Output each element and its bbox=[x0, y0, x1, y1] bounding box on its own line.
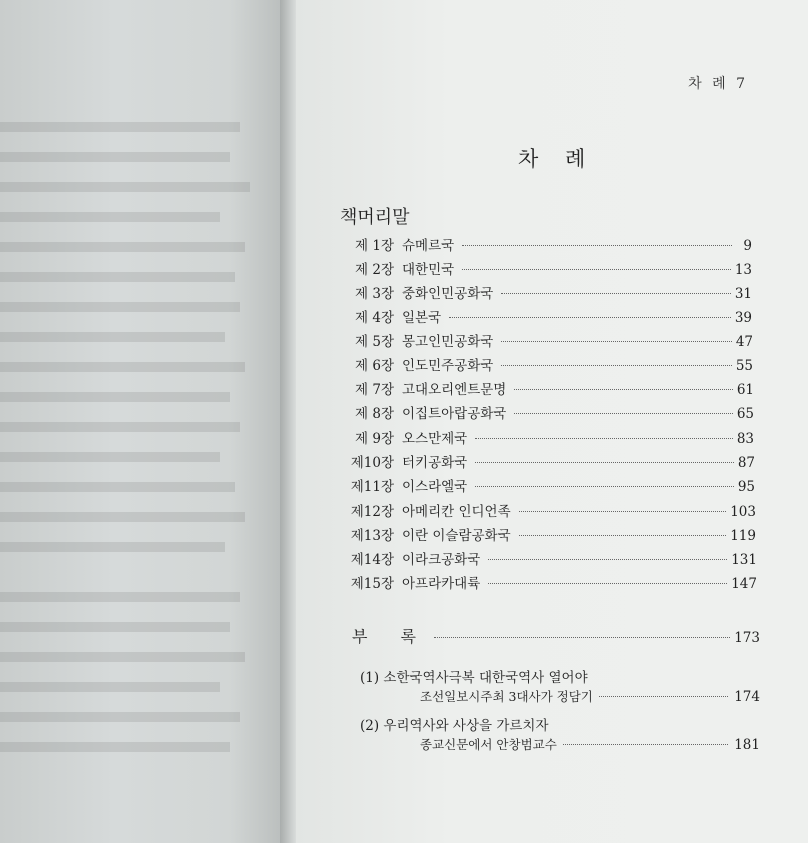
toc-entry bbox=[340, 330, 753, 350]
chapter-title: 터키공화국 bbox=[402, 455, 468, 471]
chapter-number: 제 9장 bbox=[355, 431, 394, 447]
page-number: 131 bbox=[731, 552, 757, 568]
bleed-through-line bbox=[0, 212, 220, 222]
chapter-number: 제15장 bbox=[350, 576, 394, 592]
appendix-label: 부 록 bbox=[352, 627, 430, 646]
page-number: 181 bbox=[734, 737, 760, 753]
chapter-number: 제13장 bbox=[350, 528, 394, 544]
toc-entry bbox=[340, 282, 752, 302]
chapter-number: 제10장 bbox=[350, 455, 394, 471]
chapter-number: 제11장 bbox=[350, 479, 394, 495]
toc-entry bbox=[340, 258, 752, 278]
bleed-through-line bbox=[0, 512, 245, 522]
chapter-title: 몽고인민공화국 bbox=[402, 334, 494, 350]
page-number: 173 bbox=[734, 630, 760, 646]
page-number: 9 bbox=[743, 238, 752, 254]
chapter-number: 제 4장 bbox=[355, 310, 394, 326]
chapter-title: 이란 이슬람공화국 bbox=[402, 528, 511, 544]
toc-entry bbox=[340, 306, 752, 326]
bleed-through-line bbox=[0, 542, 225, 552]
dot-leader bbox=[462, 269, 731, 270]
bleed-through-line bbox=[0, 452, 220, 462]
page-number: 103 bbox=[730, 504, 756, 520]
toc-entry bbox=[340, 500, 756, 520]
page-number: 174 bbox=[734, 689, 760, 705]
dot-leader bbox=[514, 413, 732, 414]
bleed-through-line bbox=[0, 122, 240, 132]
running-header: 차 례 7 bbox=[688, 76, 748, 92]
dot-leader bbox=[434, 637, 730, 638]
appendix-item-source: 조선일보시주최 3대사가 정담기 bbox=[420, 689, 593, 704]
left-page bbox=[0, 0, 286, 843]
toc-entry bbox=[340, 427, 754, 447]
bleed-through-line bbox=[0, 272, 235, 282]
bleed-through-line bbox=[0, 742, 230, 752]
dot-leader bbox=[599, 696, 728, 697]
chapter-number: 제14장 bbox=[350, 552, 394, 568]
bleed-through-line bbox=[0, 592, 240, 602]
bleed-through-line bbox=[0, 482, 235, 492]
dot-leader bbox=[501, 341, 732, 342]
chapter-title: 이라크공화국 bbox=[402, 552, 481, 568]
bleed-through-line bbox=[0, 422, 240, 432]
chapter-title: 대한민국 bbox=[402, 262, 455, 278]
bleed-through-line bbox=[0, 152, 230, 162]
chapter-title: 일본국 bbox=[402, 310, 442, 326]
chapter-title: 아메리칸 인디언족 bbox=[402, 504, 511, 520]
bleed-through-line bbox=[0, 652, 245, 662]
bleed-through-line bbox=[0, 362, 245, 372]
toc-entry bbox=[340, 548, 757, 568]
chapter-number: 제 1장 bbox=[355, 238, 394, 254]
page-number: 13 bbox=[734, 262, 752, 278]
chapter-number: 제 3장 bbox=[355, 286, 394, 302]
dot-leader bbox=[449, 317, 731, 318]
preface-heading: 책머리말 bbox=[340, 207, 410, 228]
page-number: 147 bbox=[731, 576, 757, 592]
page-number: 87 bbox=[737, 455, 755, 471]
chapter-number: 제 6장 bbox=[355, 358, 394, 374]
chapter-title: 아프라카대륙 bbox=[402, 576, 481, 592]
toc-entry bbox=[340, 475, 755, 495]
dot-leader bbox=[501, 293, 731, 294]
page-number: 65 bbox=[736, 406, 754, 422]
chapter-number: 제 5장 bbox=[355, 334, 394, 350]
appendix-item-source-row bbox=[420, 735, 760, 753]
toc-entry bbox=[340, 524, 756, 544]
toc-entry bbox=[340, 451, 755, 471]
chapter-title: 이스라엘국 bbox=[402, 479, 468, 495]
dot-leader bbox=[488, 559, 727, 560]
bleed-through-line bbox=[0, 242, 245, 252]
page-number: 119 bbox=[730, 528, 756, 544]
chapter-number: 제 8장 bbox=[355, 406, 394, 422]
dot-leader bbox=[475, 462, 734, 463]
page-number: 61 bbox=[736, 382, 754, 398]
appendix-entry bbox=[352, 624, 760, 647]
chapter-title: 이집트아랍공화국 bbox=[402, 406, 507, 422]
dot-leader bbox=[488, 583, 727, 584]
page-number: 31 bbox=[734, 286, 752, 302]
bleed-through-line bbox=[0, 712, 240, 722]
toc-entry bbox=[340, 378, 754, 398]
page-title: 차 례 bbox=[518, 147, 596, 171]
page-number: 39 bbox=[734, 310, 752, 326]
chapter-title: 고대오리엔트문명 bbox=[402, 382, 507, 398]
dot-leader bbox=[519, 511, 727, 512]
dot-leader bbox=[514, 389, 732, 390]
bleed-through-line bbox=[0, 392, 230, 402]
appendix-item-title: (2) 우리역사와 사상을 가르치자 bbox=[360, 718, 549, 734]
page-number: 95 bbox=[737, 479, 755, 495]
appendix-item-source: 종교신문에서 안창범교수 bbox=[420, 737, 557, 752]
appendix-item-source-row bbox=[420, 687, 760, 705]
chapter-number: 제 2장 bbox=[355, 262, 394, 278]
bleed-through-line bbox=[0, 622, 230, 632]
chapter-number: 제12장 bbox=[350, 504, 394, 520]
toc-entry bbox=[340, 402, 754, 422]
chapter-title: 슈메르국 bbox=[402, 238, 455, 254]
appendix-item-title: (1) 소한국역사극복 대한국역사 열어야 bbox=[360, 670, 588, 686]
chapter-number: 제 7장 bbox=[355, 382, 394, 398]
dot-leader bbox=[462, 245, 732, 246]
chapter-title: 중화인민공화국 bbox=[402, 286, 494, 302]
toc-entry bbox=[340, 572, 757, 592]
chapter-title: 인도민주공화국 bbox=[402, 358, 494, 374]
toc-entry bbox=[340, 354, 753, 374]
dot-leader bbox=[475, 486, 734, 487]
dot-leader bbox=[563, 744, 728, 745]
bleed-through-line bbox=[0, 332, 225, 342]
toc-entry bbox=[340, 234, 752, 254]
page-number: 47 bbox=[735, 334, 753, 350]
page-number: 83 bbox=[736, 431, 754, 447]
bleed-through-line bbox=[0, 302, 240, 312]
dot-leader bbox=[519, 535, 727, 536]
page-number: 55 bbox=[735, 358, 753, 374]
bleed-through-line bbox=[0, 682, 220, 692]
bleed-through-line bbox=[0, 182, 250, 192]
dot-leader bbox=[475, 438, 733, 439]
chapter-title: 오스만제국 bbox=[402, 431, 468, 447]
dot-leader bbox=[501, 365, 732, 366]
